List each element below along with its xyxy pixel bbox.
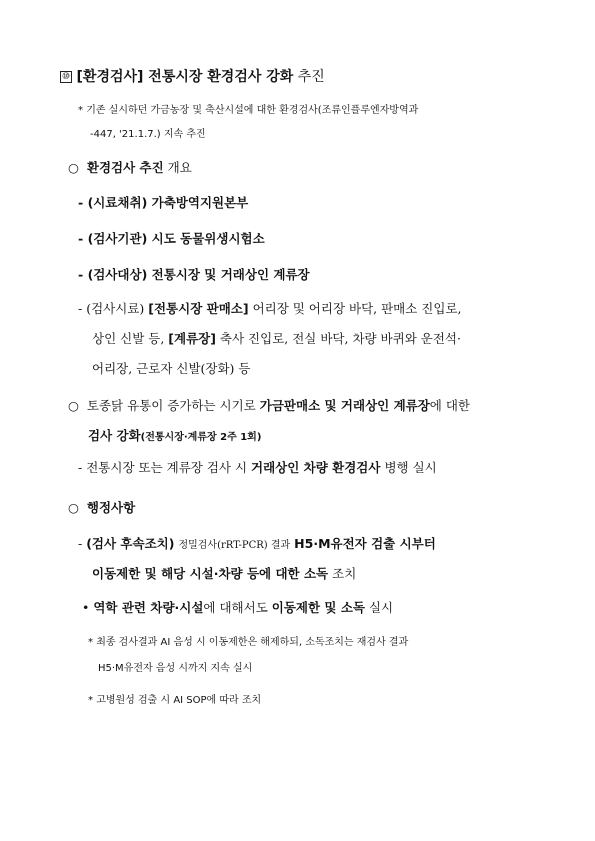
circle-bullet: ○: [68, 500, 79, 515]
item-inspector: - (검사기관) 시도 동물위생시험소: [78, 231, 265, 246]
dash-mark: -: [78, 231, 84, 246]
admin-note1-line1: * 최종 검사결과 AI 음성 시 이동제한은 해제하되, 소독조치는 재검사 결과: [88, 637, 409, 648]
dash-mark: -: [78, 460, 83, 475]
admin-follow-line1: - (검사 후속조치) 정밀검사(rRT-PCR) 결과 H5·M유전자 검출 시부터: [78, 536, 436, 551]
item-target: - (검사대상) 전통시장 및 거래상인 계류장: [78, 267, 310, 282]
dash-mark: -: [78, 301, 83, 316]
item-sample-line1: - (검사시료) [전통시장 판매소] 어리장 및 어리장 바닥, 판매소 진입로,: [78, 301, 462, 316]
dash-mark: -: [78, 536, 83, 551]
item-sample-line2: 상인 신발 등, [계류장] 축사 진입로, 전실 바닥, 차량 바퀴와 운전석·: [92, 331, 461, 346]
circle-bullet: ○: [68, 160, 79, 175]
admin-heading: ○ 행정사항: [68, 500, 136, 515]
increase-sub: - 전통시장 또는 계류장 검사 시 거래상인 차량 환경검사 병행 실시: [78, 460, 437, 475]
overview-heading: ○ 환경검사 추진 개요: [68, 160, 192, 175]
circle-bullet: ○: [68, 398, 79, 413]
star-mark: *: [78, 105, 83, 116]
admin-epi: • 역학 관련 차량·시설에 대해서도 이동제한 및 소독 실시: [82, 600, 394, 615]
star-mark: *: [88, 637, 93, 648]
dash-mark: -: [78, 267, 84, 282]
increase-line2: 검사 강화(전통시장·계류장 2주 1회): [88, 428, 262, 443]
section-heading: [60, 70, 325, 84]
item-sample-line3: 어리장, 근로자 신발(장화) 등: [92, 361, 251, 376]
admin-follow-line2: 이동제한 및 해당 시설·차량 등에 대한 소독 조치: [92, 566, 357, 581]
note-top-line2: -447, '21.1.7.) 지속 추진: [90, 129, 206, 140]
admin-note2: * 고병원성 검출 시 AI SOP에 따라 조치: [88, 695, 262, 706]
section-title: [환경검사] 전통시장 환경검사 강화: [76, 69, 294, 85]
admin-note1-line2: H5·M유전자 음성 시까지 지속 실시: [98, 663, 253, 674]
dash-mark: -: [78, 195, 84, 210]
bullet-mark: •: [82, 600, 90, 615]
note-top-line1: * 기존 실시하던 가금농장 및 축산시설에 대한 환경검사(조류인플루엔자방역과: [78, 105, 419, 116]
section-title-rest: 추진: [297, 69, 325, 85]
section-number: ⑩: [62, 72, 71, 82]
star-mark: *: [88, 695, 93, 706]
item-sample-collect: - (시료채취) 가축방역지원본부: [78, 195, 249, 210]
increase-line1: ○ 토종닭 유통이 증가하는 시기로 가금판매소 및 거래상인 계류장에 대한: [68, 398, 470, 413]
